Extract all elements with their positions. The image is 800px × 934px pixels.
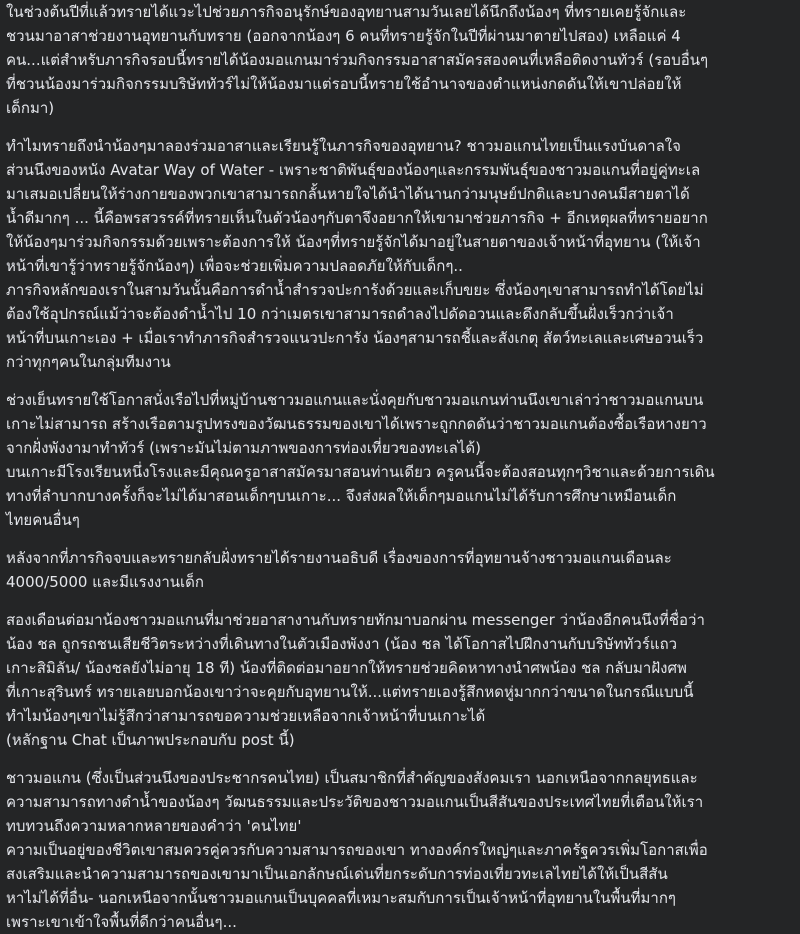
- post-text-line: เกาะสิมิลัน/ น้องชลยังไม่อายุ 18 ที) น้องที่ติดต่อมาอยากให้ทรายช่วยคิดหาทางนำศพน้อง ชล กลับมาฝังศพ: [6, 659, 687, 677]
- post-text-line: ช่วงเย็นทรายใช้โอกาสนั่งเรือไปที่หมู่บ้านชาวมอแกนและนั่งคุยกับชาวมอแกนท่านนึงเขาเล่าว่าชาวมอแกนบน: [6, 391, 704, 409]
- post-text-line: ให้น้องๆมาร่วมกิจกรรมด้วยเพราะต้องการให้ น้องๆที่ทรายรู้จักได้มาอยู่ในสายตาของเจ้าหน้าที่อุทยาน (ให้เจ้า: [6, 233, 701, 251]
- post-text-line: หน้าที่เขารู้ว่าทรายรู้จักน้องๆ) เพื่อจะช่วยเพิ่มความปลอดภัยให้กับเด็กๆ..: [6, 257, 463, 275]
- post-text-line: ชาวมอแกน (ซึ่งเป็นส่วนนึงของประชากรคนไทย) เป็นสมาชิกที่สำคัญของสังคมเรา นอกเหนือจากกลยุทธและ: [6, 769, 698, 787]
- post-text-line: ทำไมทรายถึงนำน้องๆมาลองร่วมอาสาและเรียนรู้ในภารกิจของอุทยาน? ชาวมอแกนไทยเป็นแรงบันดาลใจ: [6, 137, 681, 155]
- post-text-line: ภารกิจหลักของเราในสามวันนั้นคือการดำน้ำสำรวจปะการังด้วยและเก็บขยะ ซึ่งน้องๆเขาสามารถทำได้โดยไม่: [6, 281, 704, 299]
- paragraph-spacer: [6, 374, 794, 388]
- post-paragraph-2: [6, 134, 794, 374]
- post-text-line: มาเสมอเปลี่ยนให้ร่างกายของพวกเขาสามารถกลั้นหายใจได้นำได้นานกว่ามนุษย์ปกติและบางคนมีสายตาได้: [6, 185, 690, 203]
- post-text-line: สองเดือนต่อมาน้องชาวมอแกนที่มาช่วยอาสางานกับทรายทักมาบอกผ่าน messenger ว่าน้องอีกคนนึงที่ชื่อว่า: [6, 611, 705, 629]
- post-text-line: ในช่วงต้นปีที่แล้วทรายได้แวะไปช่วยภารกิจอนุรักษ์ของอุทยานสามวันเลยได้นึกถึงน้องๆ ที่ทรายเคยรู้จักและ: [6, 3, 687, 21]
- post-paragraph-1: [6, 0, 794, 120]
- post-text-line: ความสามารถทางดำน้ำของน้องๆ วัฒนธรรมและประวัติของชาวมอแกนเป็นสีสันของประเทศไทยที่เตือนให้เรา: [6, 793, 704, 811]
- paragraph-spacer: [6, 532, 794, 546]
- post-text-line: น้ำดีมากๆ ... นี้คือพรสวรรค์ที่ทรายเห็นในตัวน้องๆกับตาจึงอยากให้เขามาช่วยภารกิจ + อีกเหตุผลที่ทรายอยาก: [6, 209, 708, 227]
- post-paragraph-4: [6, 546, 794, 594]
- post-text-line: ส่วนนึงของหนัง Avatar Way of Water - เพราะชาติพันธุ์ของน้องๆและกรรมพันธุ์ของชาวมอแกนที่อยู่คู่ทะเล: [6, 161, 701, 179]
- post-text-line: เกาะไม่สามารถ สร้างเรือตามรูปทรงของวัฒนธรรมของเขาได้เพราะถูกกดดันว่าชาวมอแกนต้องซื้อเรือหางยาว: [6, 415, 707, 433]
- post-text-line: เด็กมา): [6, 99, 55, 117]
- post-text-line: บนเกาะมีโรงเรียนหนึ่งโรงและมีคุณครูอาสาสมัครมาสอนท่านเดียว ครูคนนี้จะต้องสอนทุกๆวิชาและด้วยการเดิน: [6, 463, 715, 481]
- paragraph-spacer: [6, 752, 794, 766]
- post-paragraph-6: [6, 766, 794, 934]
- post-text-line: กว่าทุกๆคนในกลุ่มทีมงาน: [6, 353, 171, 371]
- post-text-line: หลังจากที่ภารกิจจบและทรายกลับฝั่งทรายได้รายงานอธิบดี เรื่องของการที่อุทยานจ้างชาวมอแกนเดือนละ: [6, 549, 672, 567]
- post-text-line: จากฝั่งพังงามาทำทัวร์ (เพราะมันไม่ตามภาพของการท่องเที่ยวของทะเลได้): [6, 439, 481, 457]
- paragraph-spacer: [6, 120, 794, 134]
- post-text-line: ต้องใช้อุปกรณ์แม้ว่าจะต้องดำน้ำไป 10 กว่าเมตรเขาสามารถดำลงไปดัดอวนและดึงกลับขึ้นฝั่งเร็วกว่าเจ้า: [6, 305, 674, 323]
- post-text-line: ชวนมาอาสาช่วยงานอุทยานกับทราย (ออกจากน้องๆ 6 คนที่ทรายรู้จักในปีที่ผ่านมาตายไปสอง) เหลือแค่ 4: [6, 27, 681, 45]
- post-paragraph-3: [6, 388, 794, 532]
- post-text-line: คน...แต่สำหรับภารกิจรอบนี้ทรายได้น้องมอแกนมาร่วมกิจกรรมอาสาสมัครสองคนที่เหลือติดงานทัวร์ (รอบอื่นๆ: [6, 51, 709, 69]
- post-text-line: ที่ชวนน้องมาร่วมกิจกรรมบริษัททัวร์ไม่ให้น้องมาแต่รอบนี้ทรายใช้อำนาจของตำแหน่งกดดันให้เขาปล่อยให้: [6, 75, 682, 93]
- post-text-line: หาไม่ได้ที่อื่น- นอกเหนือจากนั้นชาวมอแกนเป็นบุคคลที่เหมาะสมกับการเป็นเจ้าหน้าที่อุทยานในพื้นที่มากๆ: [6, 889, 676, 907]
- post-text-line: สงเสริมและนำความสามารถของเขามาเป็นเอกลักษณ์เด่นที่ยกระดับการท่องเที่ยวทะเลไทยได้ให้เป็นสีสัน: [6, 865, 668, 883]
- post-text-line: (หลักฐาน Chat เป็นภาพประกอบกับ post นี้): [6, 731, 295, 749]
- paragraph-spacer: [6, 594, 794, 608]
- post-text-line: เพราะเขาเข้าใจพื้นที่ดีกว่าคนอื่นๆ...: [6, 913, 237, 931]
- post-text-line: ทบทวนถึงความหลากหลายของคำว่า 'คนไทย': [6, 817, 302, 835]
- post-text-line: น้อง ชล ถูกรถชนเสียชีวิตระหว่างที่เดินทางในตัวเมืองพังงา (น้อง ชล ได้โอกาสไปฝึกงานกับบริษัททัวร์แถว: [6, 635, 678, 653]
- post-paragraph-5: [6, 608, 794, 752]
- post-text-line: ที่เกาะสุรินทร์ ทรายเลยบอกน้องเขาว่าจะคุยกับอุทยานให้...แต่ทรายเองรู้สึกหดหู่มากกว่าขนาดในกรณีแบบนี้: [6, 683, 694, 701]
- post-text-line: หน้าที่บนเกาะเอง + เมื่อเราทำภารกิจสำรวจแนวปะการัง น้องๆสามารถชี้และสังเกตุ สัตว์ทะเลและเศษอวนเร็ว: [6, 329, 704, 347]
- post-text-line: ทำไมน้องๆเขาไม่รู้สึกว่าสามารถขอความช่วยเหลือจากเจ้าหน้าที่บนเกาะได้: [6, 707, 486, 725]
- post-text-line: ไทยคนอื่นๆ: [6, 511, 80, 529]
- post-text-line: ทางที่ลำบากบางครั้งก็จะไม่ได้มาสอนเด็กๆบนเกาะ... จึงส่งผลให้เด็กๆมอแกนไม่ได้รับการศึกษาเหมือนเด็ก: [6, 487, 677, 505]
- post-text-line: ความเป็นอยู่ของชีวิตเขาสมควรคู่ควรกับความสามารถของเขา ทางองค์กรใหญ่ๆและภาครัฐควรเพิ่มโอกาสเพื่อ: [6, 841, 708, 859]
- post-text-line: 4000/5000 และมีแรงงานเด็ก: [6, 573, 204, 591]
